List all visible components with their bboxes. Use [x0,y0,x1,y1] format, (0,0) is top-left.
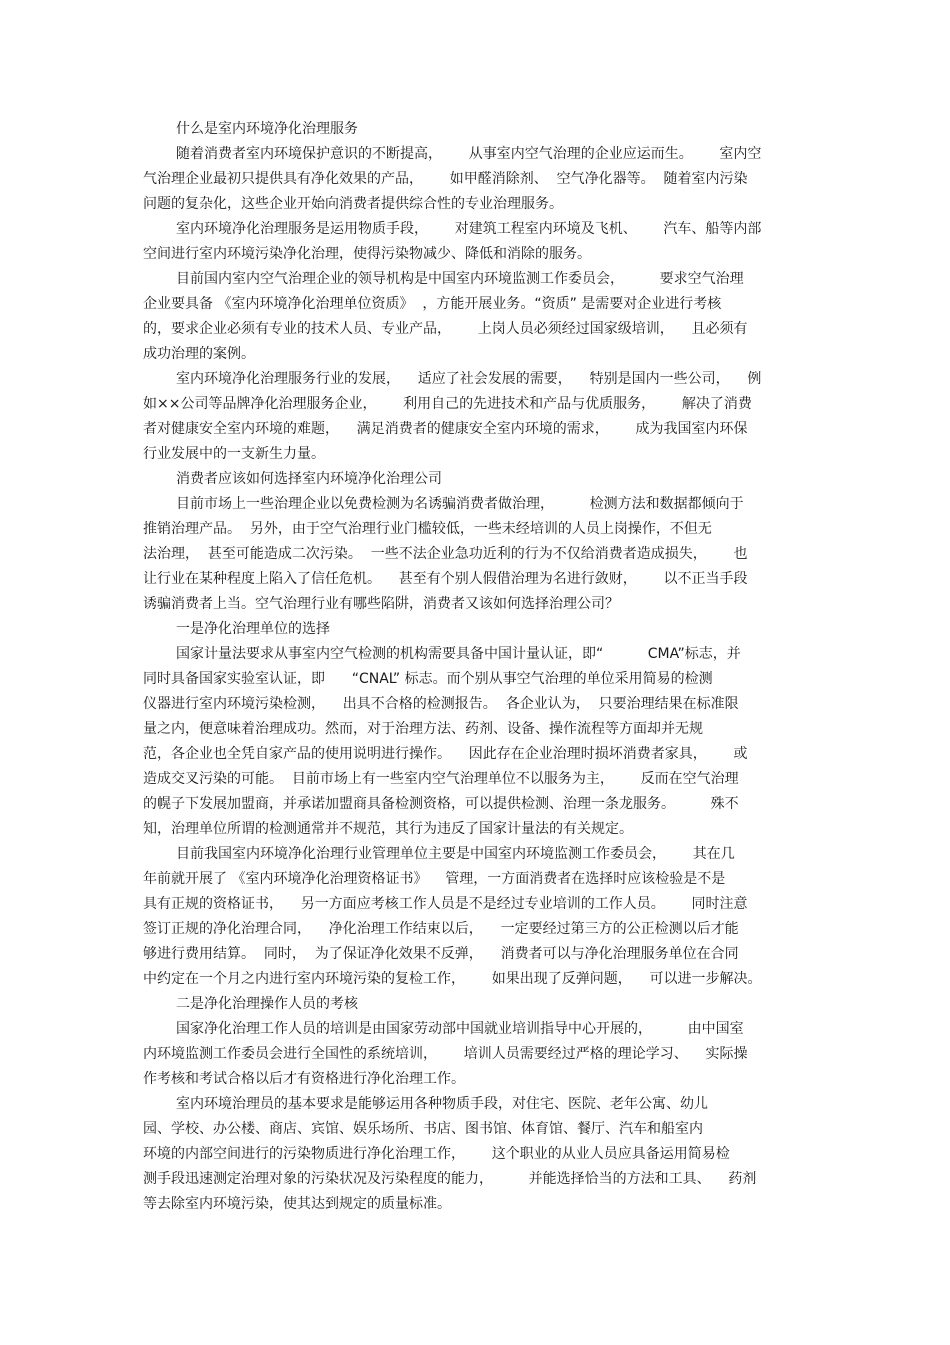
text-line: 环境的内部空间进行的污染物质进行净化治理工作， 这个职业的从业人员应具备运用简易检 [143,1146,730,1162]
text-line: 目前我国室内环境净化治理行业管理单位主要是中国室内环境监测工作委员会， 其在几 [176,846,735,862]
text-line: 诱骗消费者上当。空气治理行业有哪些陷阱，消费者又该如何选择治理公司？ [143,596,619,612]
text-line: 测手段迅速测定治理对象的污染状况及污染程度的能力， 并能选择恰当的方法和工具、 药剂 [143,1171,757,1187]
text-line: 等去除室内环境污染，使其达到规定的质量标准。 [143,1196,451,1212]
text-line: 作考核和考试合格以后才有资格进行净化治理工作。 [143,1071,465,1087]
text-line: 气治理企业最初只提供具有净化效果的产品， 如甲醛消除剂、 空气净化器等。 随着室内污染 [143,171,748,187]
text-line: 让行业在某种程度上陷入了信任危机。 甚至有个别人假借治理为名进行敛财， 以不正当手段 [143,571,748,587]
text-line: 的，要求企业必须有专业的技术人员、专业产品， 上岗人员必须经过国家级培训， 且必须有 [143,321,748,337]
text-line: 园、学校、办公楼、商店、宾馆、娱乐场所、书店、图书馆、体育馆、餐厅、汽车和船室内 [143,1121,703,1137]
text-line: 空间进行室内环境污染净化治理，使得污染物减少、降低和消除的服务。 [143,246,591,262]
text-line: 企业要具备 《室内环境净化治理单位资质》 ，方能开展业务。“资质” 是需要对企业进行考核 [143,296,722,312]
text-line: 成功治理的案例。 [143,346,255,362]
text-line: 量之内，便意味着治理成功。然而，对于治理方法、药剂、设备、操作流程等方面却并无规 [143,721,703,737]
text-line: 同时具备国家实验室认证，即 “CNAL” 标志。而个别从事空气治理的单位采用简易的检测 [143,671,713,687]
text-line: 一是净化治理单位的选择 [176,621,330,637]
text-line: 签订正规的净化治理合同， 净化治理工作结束以后， 一定要经过第三方的公正检测以后才能 [143,921,739,937]
text-line: 行业发展中的一支新生力量。 [143,446,325,462]
text-line: 够进行费用结算。 同时， 为了保证净化效果不反弹， 消费者可以与净化治理服务单位在合同 [143,946,739,962]
text-line: 目前国内室内空气治理企业的领导机构是中国室内环境监测工作委员会， 要求空气治理 [176,271,744,287]
text-line: 国家计量法要求从事室内空气检测的机构需要具备中国计量认证，即“ CMA”标志，并 [176,646,741,662]
document-body [143,117,808,1217]
text-line: 二是净化治理操作人员的考核 [176,996,358,1012]
text-line: 室内环境净化治理服务行业的发展， 适应了社会发展的需要， 特别是国内一些公司， 例 [176,371,762,387]
text-line: 国家净化治理工作人员的培训是由国家劳动部中国就业培训指导中心开展的， 由中国室 [176,1021,744,1037]
text-line: 推销治理产品。 另外，由于空气治理行业门槛较低，一些未经培训的人员上岗操作，不但无 [143,521,712,537]
text-line: 年前就开展了 《室内环境净化治理资格证书》 管理，一方面消费者在选择时应该检验是不是 [143,871,726,887]
text-line: 室内环境净化治理服务是运用物质手段， 对建筑工程室内环境及飞机、 汽车、船等内部 [176,221,762,237]
text-line: 消费者应该如何选择室内环境净化治理公司 [176,471,442,487]
text-line: 问题的复杂化，这些企业开始向消费者提供综合性的专业治理服务。 [143,196,563,212]
text-line: 造成交叉污染的可能。 目前市场上有一些室内空气治理单位不以服务为主， 反而在空气治理 [143,771,739,787]
text-line: 内环境监测工作委员会进行全国性的系统培训， 培训人员需要经过严格的理论学习、 实际操 [143,1046,748,1062]
text-line: 知，治理单位所谓的检测通常并不规范，其行为违反了国家计量法的有关规定。 [143,821,633,837]
text-line: 目前市场上一些治理企业以免费检测为名诱骗消费者做治理， 检测方法和数据都倾向于 [176,496,744,512]
text-line: 中约定在一个月之内进行室内环境污染的复检工作， 如果出现了反弹问题， 可以进一步解决。 [143,971,762,987]
text-line: 如××公司等品牌净化治理服务企业， 利用自己的先进技术和产品与优质服务， 解决了消费 [143,396,752,412]
text-line: 室内环境治理员的基本要求是能够运用各种物质手段，对住宅、医院、老年公寓、幼儿 [176,1096,708,1112]
text-line: 法治理， 甚至可能造成二次污染。 一些不法企业急功近利的行为不仅给消费者造成损失， 也 [143,546,748,562]
text-line: 什么是室内环境净化治理服务 [176,121,358,137]
text-line: 者对健康安全室内环境的难题， 满足消费者的健康安全室内环境的需求， 成为我国室内环保 [143,421,748,437]
text-line: 具有正规的资格证书， 另一方面应考核工作人员是不是经过专业培训的工作人员。 同时注意 [143,896,748,912]
text-line: 范，各企业也全凭自家产品的使用说明进行操作。 因此存在企业治理时损坏消费者家具， 或 [143,746,748,762]
text-line: 随着消费者室内环境保护意识的不断提高， 从事室内空气治理的企业应运而生。 室内空 [176,146,762,162]
text-line: 仪器进行室内环境污染检测， 出具不合格的检测报告。 各企业认为， 只要治理结果在标准限 [143,696,739,712]
text-line: 的幌子下发展加盟商，并承诺加盟商具备检测资格，可以提供检测、治理一条龙服务。 殊不 [143,796,739,812]
